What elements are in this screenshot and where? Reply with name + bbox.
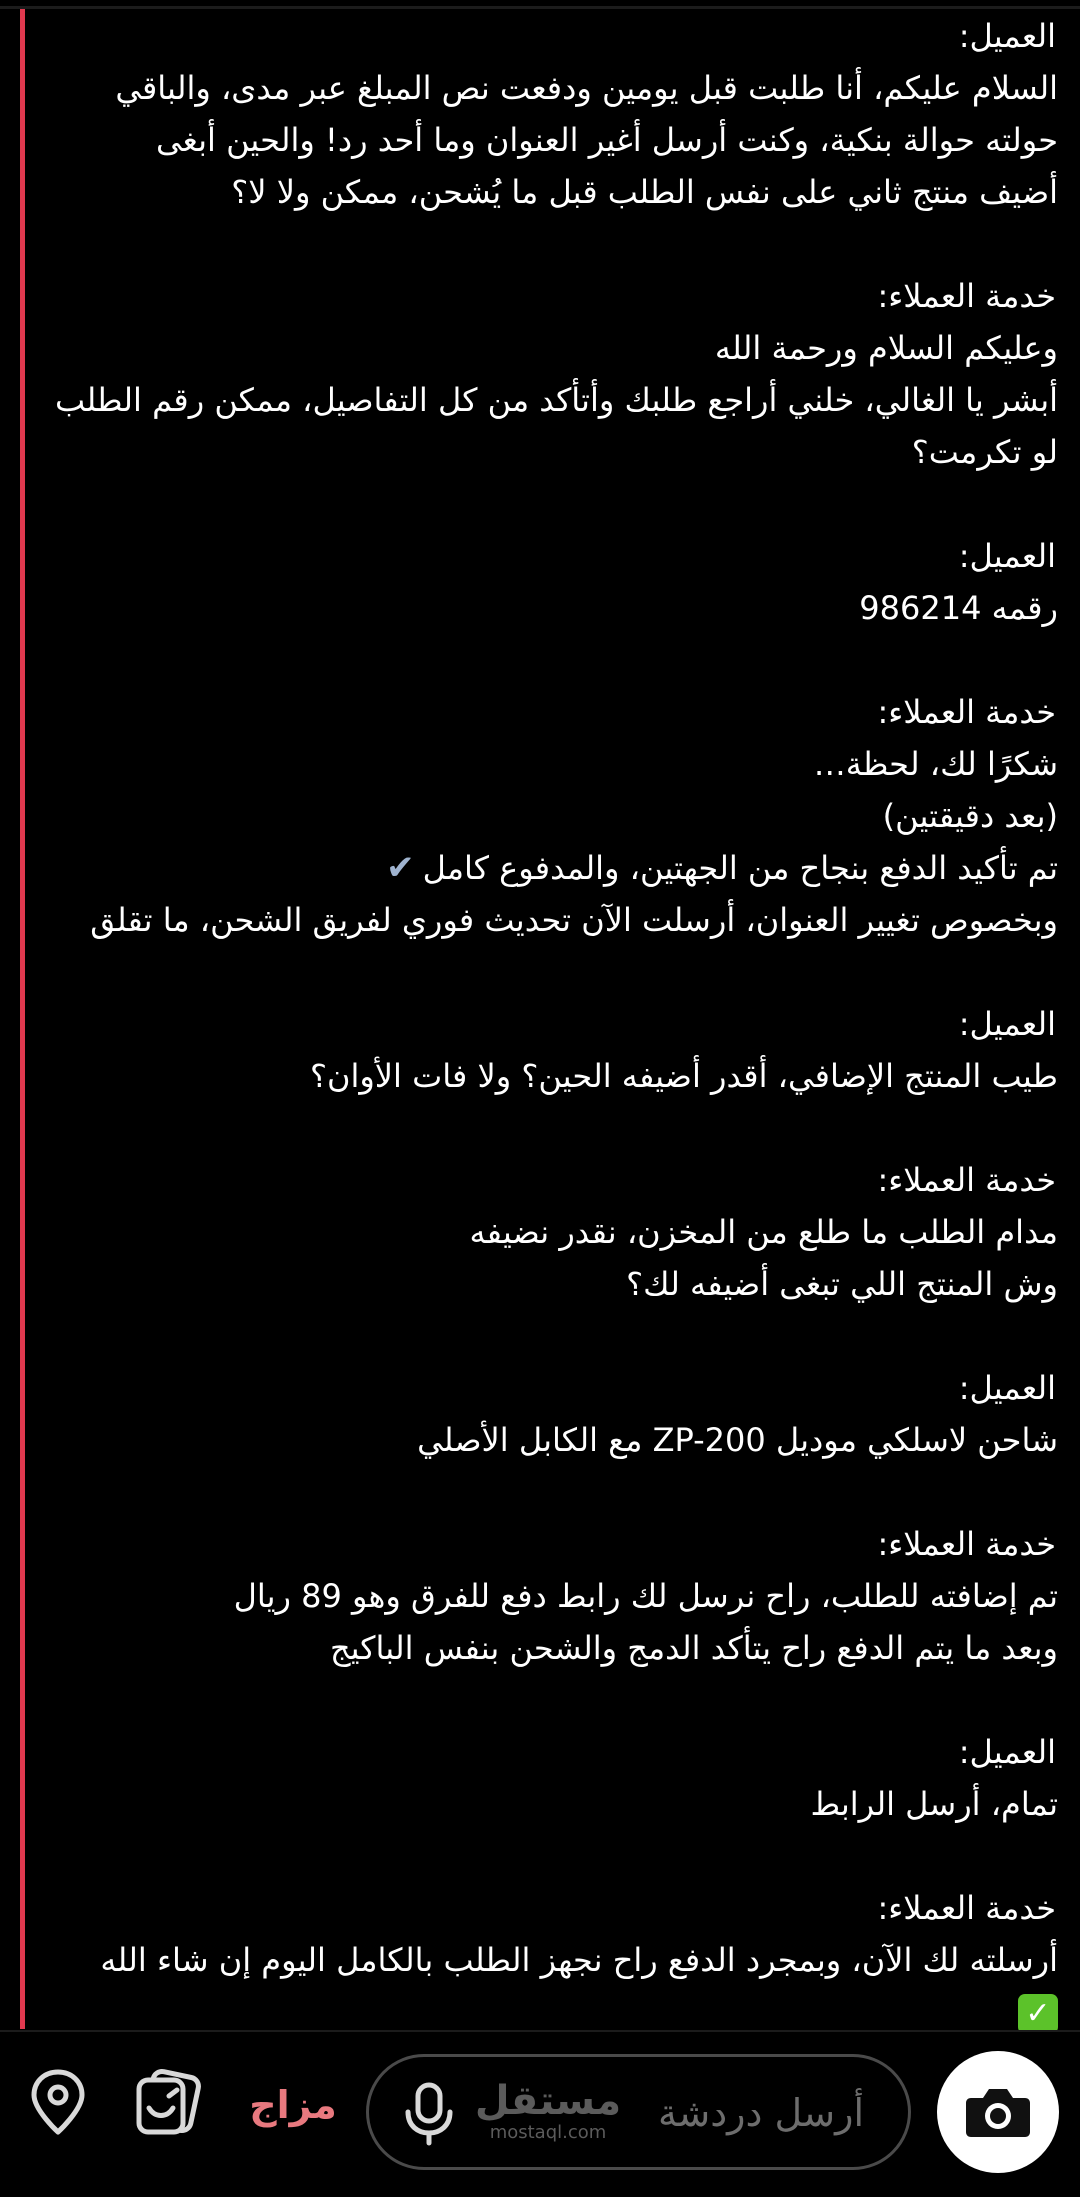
message-line: أضيف منتج ثاني على نفس الطلب قبل ما يُشحن، ممكن ولا لا؟ [231, 173, 1058, 211]
message-line: أبشر يا الغالي، خلني أراجع طلبك وأتأكد من كل التفاصيل، ممكن رقم الطلب [55, 381, 1058, 419]
speaker-label: خدمة العملاء: [877, 1525, 1056, 1563]
mood-label[interactable]: مزاج [249, 2083, 337, 2127]
message-line: تم إضافته للطلب، راح نرسل لك رابط دفع للفرق وهو 89 ريال [233, 1577, 1058, 1615]
message-block [45, 10, 1058, 218]
chat-input[interactable] [366, 2054, 911, 2170]
message-line: وش المنتج اللي تبغى أضيفه لك؟ [626, 1265, 1058, 1303]
message-line-with-check [45, 842, 1058, 894]
message-block [45, 530, 1058, 634]
message-line: لو تكرمت؟ [911, 433, 1058, 471]
speaker-label: خدمة العملاء: [877, 277, 1056, 315]
chat-input-placeholder: أرسل دردشة [657, 2091, 864, 2135]
camera-button[interactable] [937, 2051, 1059, 2173]
camera-icon [963, 2082, 1033, 2142]
speaker-label: العميل: [958, 537, 1056, 575]
message-block [45, 1362, 1058, 1466]
speaker-label: خدمة العملاء: [877, 1889, 1056, 1927]
microphone-icon[interactable] [399, 2082, 459, 2146]
watermark-arabic: مستقل [474, 2078, 622, 2124]
message-line: رقمه 986214 [859, 589, 1058, 627]
message-line: حولته حوالة بنكية، وكنت أرسل أغير العنوان وما أحد رد! والحين أبغى [155, 121, 1058, 159]
message-text: تم تأكيد الدفع بنجاح من الجهتين، والمدفوع كامل [422, 849, 1058, 887]
message-accent-bar [20, 9, 25, 2029]
message-line: مدام الطلب ما طلع من المخزن، نقدر نضيفه [469, 1213, 1058, 1251]
message-line: تمام، أرسل الرابط [810, 1785, 1058, 1823]
message-line: وبعد ما يتم الدفع راح يتأكد الدمج والشحن بنفس الباكيج [329, 1629, 1058, 1667]
sticker-icon[interactable] [128, 2063, 208, 2143]
message-block [45, 1726, 1058, 1830]
speaker-label: العميل: [958, 17, 1056, 55]
message-line: أرسلته لك الآن، وبمجرد الدفع راح نجهز الطلب بالكامل اليوم إن شاء الله [100, 1941, 1058, 1979]
watermark-url: mostaql.com [489, 2122, 607, 2143]
message-block [45, 686, 1058, 946]
message-line: شكرًا لك، لحظة… [813, 745, 1058, 783]
message-block [45, 1882, 1058, 2030]
speaker-label: خدمة العملاء: [877, 1161, 1056, 1199]
message-line-with-check [45, 1986, 1058, 2030]
message-line: شاحن لاسلكي موديل ZP-200 مع الكابل الأصلي [417, 1421, 1058, 1459]
message-line: طيب المنتج الإضافي، أقدر أضيفه الحين؟ ولا فات الأوان؟ [309, 1057, 1058, 1095]
message-line: وبخصوص تغيير العنوان، أرسلت الآن تحديث فوري لفريق الشحن، ما تقلق [90, 901, 1058, 939]
watermark-logo [473, 2079, 623, 2143]
message-block [45, 1154, 1058, 1310]
check-mark-icon: ✔ [386, 848, 415, 888]
message-line: (بعد دقيقتين) [882, 797, 1058, 835]
message-block [45, 1518, 1058, 1674]
speaker-label: خدمة العملاء: [877, 693, 1056, 731]
speaker-label: العميل: [958, 1369, 1056, 1407]
message-block [45, 270, 1058, 478]
top-divider [0, 6, 1080, 9]
green-check-icon: ✓ [1018, 1994, 1058, 2030]
location-pin-icon[interactable] [18, 2063, 98, 2143]
speaker-label: العميل: [958, 1005, 1056, 1043]
message-line: السلام عليكم، أنا طلبت قبل يومين ودفعت نص المبلغ عبر مدى، والباقي [115, 69, 1058, 107]
speaker-label: العميل: [958, 1733, 1056, 1771]
message-block [45, 998, 1058, 1102]
message-line: وعليكم السلام ورحمة الله [714, 329, 1058, 367]
chat-transcript [45, 10, 1058, 2030]
